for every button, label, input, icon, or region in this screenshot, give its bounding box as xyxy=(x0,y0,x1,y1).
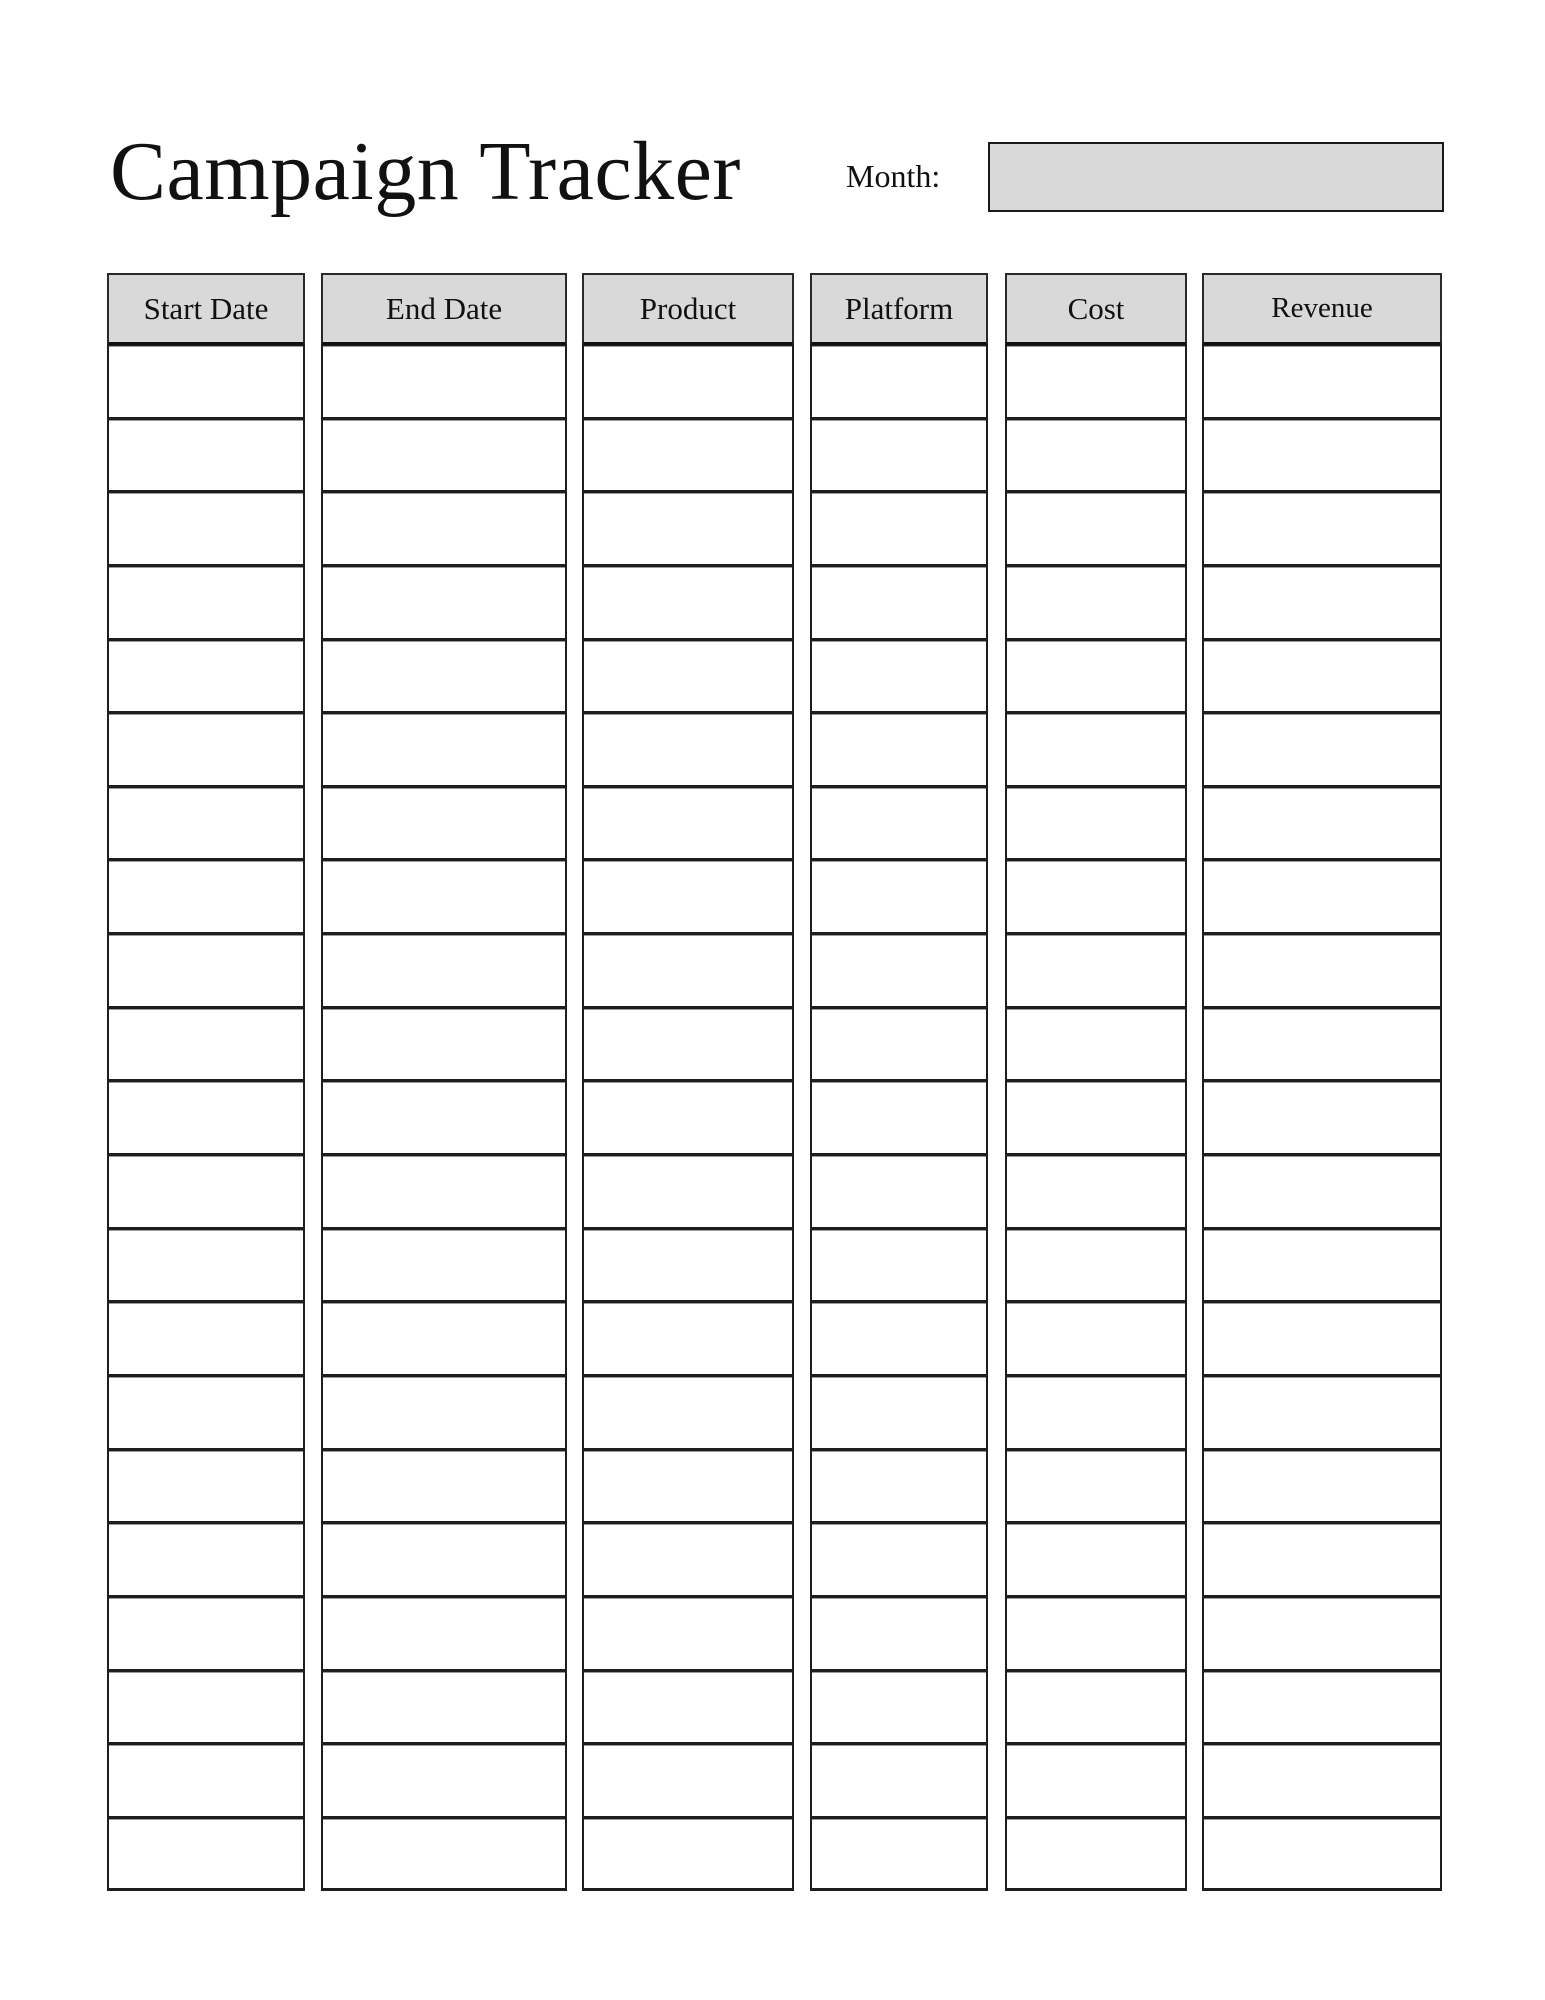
column-header-end-date: End Date xyxy=(321,273,567,345)
table-cell[interactable] xyxy=(321,492,567,566)
table-cell[interactable] xyxy=(1005,860,1187,934)
cost-input[interactable] xyxy=(1007,788,1185,859)
platform-input[interactable] xyxy=(812,420,986,491)
table-cell[interactable] xyxy=(582,492,794,566)
table-cell[interactable] xyxy=(582,419,794,493)
cost-input[interactable] xyxy=(1007,1303,1185,1374)
start-date-input[interactable] xyxy=(109,788,303,859)
column-end-date xyxy=(321,273,567,1891)
table-cell[interactable] xyxy=(582,1671,794,1745)
revenue-input[interactable] xyxy=(1204,935,1440,1006)
platform-input[interactable] xyxy=(812,567,986,638)
table-cell[interactable] xyxy=(321,1229,567,1303)
platform-input[interactable] xyxy=(812,1230,986,1301)
revenue-input[interactable] xyxy=(1204,1598,1440,1669)
table-cell[interactable] xyxy=(1202,1008,1442,1082)
table-cell[interactable] xyxy=(321,1523,567,1597)
start-date-input[interactable] xyxy=(109,861,303,932)
table-cell[interactable] xyxy=(810,934,988,1008)
product-input[interactable] xyxy=(584,346,792,417)
platform-input[interactable] xyxy=(812,1598,986,1669)
table-cell[interactable] xyxy=(810,1450,988,1524)
cost-input[interactable] xyxy=(1007,1377,1185,1448)
platform-input[interactable] xyxy=(812,935,986,1006)
table-cell[interactable] xyxy=(107,1376,305,1450)
table-cell[interactable] xyxy=(810,1818,988,1892)
product-input[interactable] xyxy=(584,1156,792,1227)
end-date-input[interactable] xyxy=(323,641,565,712)
table-cell[interactable] xyxy=(1005,1523,1187,1597)
revenue-input[interactable] xyxy=(1204,1819,1440,1889)
table-cell[interactable] xyxy=(810,1744,988,1818)
table-cell[interactable] xyxy=(582,934,794,1008)
table-cell[interactable] xyxy=(810,492,988,566)
table-cell[interactable] xyxy=(1005,640,1187,714)
table-cell[interactable] xyxy=(1005,1818,1187,1892)
start-date-input[interactable] xyxy=(109,1082,303,1153)
table-cell[interactable] xyxy=(107,1671,305,1745)
table-cell[interactable] xyxy=(1202,1597,1442,1671)
column-cells xyxy=(1202,345,1442,1891)
table-cell[interactable] xyxy=(107,1597,305,1671)
table-cell[interactable] xyxy=(1202,860,1442,934)
cost-input[interactable] xyxy=(1007,567,1185,638)
table-cell[interactable] xyxy=(1005,1229,1187,1303)
table-cell[interactable] xyxy=(810,1376,988,1450)
start-date-input[interactable] xyxy=(109,1745,303,1816)
start-date-input[interactable] xyxy=(109,935,303,1006)
table-cell[interactable] xyxy=(1202,1376,1442,1450)
revenue-input[interactable] xyxy=(1204,861,1440,932)
table-cell[interactable] xyxy=(321,934,567,1008)
start-date-input[interactable] xyxy=(109,1377,303,1448)
platform-input[interactable] xyxy=(812,641,986,712)
end-date-input[interactable] xyxy=(323,861,565,932)
platform-input[interactable] xyxy=(812,1377,986,1448)
table-cell[interactable] xyxy=(321,1744,567,1818)
table-cell[interactable] xyxy=(1202,640,1442,714)
product-input[interactable] xyxy=(584,567,792,638)
revenue-input[interactable] xyxy=(1204,420,1440,491)
table-cell[interactable] xyxy=(1202,419,1442,493)
cost-input[interactable] xyxy=(1007,1672,1185,1743)
cost-input[interactable] xyxy=(1007,346,1185,417)
product-input[interactable] xyxy=(584,1524,792,1595)
table-cell[interactable] xyxy=(1202,934,1442,1008)
revenue-input[interactable] xyxy=(1204,1377,1440,1448)
table-cell[interactable] xyxy=(1005,419,1187,493)
cost-input[interactable] xyxy=(1007,1451,1185,1522)
table-cell[interactable] xyxy=(321,345,567,419)
table-cell[interactable] xyxy=(1005,1302,1187,1376)
revenue-input[interactable] xyxy=(1204,567,1440,638)
table-cell[interactable] xyxy=(810,1302,988,1376)
column-cells xyxy=(321,345,567,1891)
table-cell[interactable] xyxy=(321,787,567,861)
table-cell[interactable] xyxy=(1202,1155,1442,1229)
table-cell[interactable] xyxy=(107,713,305,787)
cost-input[interactable] xyxy=(1007,1082,1185,1153)
cost-input[interactable] xyxy=(1007,1819,1185,1889)
table-cell[interactable] xyxy=(810,1155,988,1229)
table-cell[interactable] xyxy=(582,1523,794,1597)
revenue-input[interactable] xyxy=(1204,1156,1440,1227)
table-cell[interactable] xyxy=(810,1597,988,1671)
table-cell[interactable] xyxy=(810,640,988,714)
start-date-input[interactable] xyxy=(109,1451,303,1522)
table-cell[interactable] xyxy=(1005,566,1187,640)
table-cell[interactable] xyxy=(107,1744,305,1818)
product-input[interactable] xyxy=(584,1598,792,1669)
revenue-input[interactable] xyxy=(1204,1009,1440,1080)
table-cell[interactable] xyxy=(321,1155,567,1229)
platform-input[interactable] xyxy=(812,1524,986,1595)
product-input[interactable] xyxy=(584,1819,792,1889)
table-cell[interactable] xyxy=(582,1008,794,1082)
end-date-input[interactable] xyxy=(323,714,565,785)
table-cell[interactable] xyxy=(1005,787,1187,861)
table-cell[interactable] xyxy=(321,1376,567,1450)
end-date-input[interactable] xyxy=(323,1009,565,1080)
month-field[interactable] xyxy=(988,142,1444,212)
revenue-input[interactable] xyxy=(1204,1524,1440,1595)
cost-input[interactable] xyxy=(1007,420,1185,491)
platform-input[interactable] xyxy=(812,1819,986,1889)
platform-input[interactable] xyxy=(812,346,986,417)
end-date-input[interactable] xyxy=(323,1230,565,1301)
column-revenue xyxy=(1202,273,1442,1891)
cost-input[interactable] xyxy=(1007,493,1185,564)
column-product xyxy=(582,273,794,1891)
end-date-input[interactable] xyxy=(323,788,565,859)
table-cell[interactable] xyxy=(810,1229,988,1303)
table-cell[interactable] xyxy=(1202,345,1442,419)
table-cell[interactable] xyxy=(107,860,305,934)
table-cell[interactable] xyxy=(1202,1523,1442,1597)
table-cell[interactable] xyxy=(1005,1008,1187,1082)
product-input[interactable] xyxy=(584,861,792,932)
product-input[interactable] xyxy=(584,493,792,564)
start-date-input[interactable] xyxy=(109,1303,303,1374)
cost-input[interactable] xyxy=(1007,935,1185,1006)
table-cell[interactable] xyxy=(1202,1671,1442,1745)
table-cell[interactable] xyxy=(582,1081,794,1155)
product-input[interactable] xyxy=(584,788,792,859)
end-date-input[interactable] xyxy=(323,1524,565,1595)
table-cell[interactable] xyxy=(810,419,988,493)
product-input[interactable] xyxy=(584,1451,792,1522)
table-cell[interactable] xyxy=(107,419,305,493)
table-cell[interactable] xyxy=(1005,934,1187,1008)
platform-input[interactable] xyxy=(812,714,986,785)
end-date-input[interactable] xyxy=(323,1082,565,1153)
table-cell[interactable] xyxy=(810,1008,988,1082)
product-input[interactable] xyxy=(584,935,792,1006)
revenue-input[interactable] xyxy=(1204,1672,1440,1743)
table-cell[interactable] xyxy=(1202,1744,1442,1818)
start-date-input[interactable] xyxy=(109,1524,303,1595)
table-cell[interactable] xyxy=(582,713,794,787)
table-cell[interactable] xyxy=(107,1523,305,1597)
table-cell[interactable] xyxy=(321,419,567,493)
platform-input[interactable] xyxy=(812,1745,986,1816)
end-date-input[interactable] xyxy=(323,1451,565,1522)
table-cell[interactable] xyxy=(107,345,305,419)
table-cell[interactable] xyxy=(1202,1450,1442,1524)
column-header-cost: Cost xyxy=(1005,273,1187,345)
platform-input[interactable] xyxy=(812,493,986,564)
revenue-input[interactable] xyxy=(1204,346,1440,417)
revenue-input[interactable] xyxy=(1204,1303,1440,1374)
platform-input[interactable] xyxy=(812,788,986,859)
product-input[interactable] xyxy=(584,1009,792,1080)
table-cell[interactable] xyxy=(582,1155,794,1229)
table-cell[interactable] xyxy=(321,1818,567,1892)
table-cell[interactable] xyxy=(107,1155,305,1229)
page-title: Campaign Tracker xyxy=(110,125,741,218)
table-cell[interactable] xyxy=(321,566,567,640)
start-date-input[interactable] xyxy=(109,1598,303,1669)
table-cell[interactable] xyxy=(1202,566,1442,640)
table-cell[interactable] xyxy=(321,713,567,787)
end-date-input[interactable] xyxy=(323,1819,565,1889)
table-cell[interactable] xyxy=(582,787,794,861)
start-date-input[interactable] xyxy=(109,641,303,712)
table-cell[interactable] xyxy=(810,713,988,787)
column-start-date xyxy=(107,273,305,1891)
table-cell[interactable] xyxy=(1005,713,1187,787)
end-date-input[interactable] xyxy=(323,420,565,491)
month-label: Month: xyxy=(846,158,941,194)
table-cell[interactable] xyxy=(107,492,305,566)
end-date-input[interactable] xyxy=(323,935,565,1006)
table-cell[interactable] xyxy=(321,1597,567,1671)
product-input[interactable] xyxy=(584,714,792,785)
table-cell[interactable] xyxy=(107,1229,305,1303)
end-date-input[interactable] xyxy=(323,1745,565,1816)
platform-input[interactable] xyxy=(812,1672,986,1743)
cost-input[interactable] xyxy=(1007,861,1185,932)
platform-input[interactable] xyxy=(812,861,986,932)
revenue-input[interactable] xyxy=(1204,641,1440,712)
table-cell[interactable] xyxy=(1202,1081,1442,1155)
platform-input[interactable] xyxy=(812,1082,986,1153)
product-input[interactable] xyxy=(584,1230,792,1301)
table-cell[interactable] xyxy=(1005,492,1187,566)
table-cell[interactable] xyxy=(1005,1376,1187,1450)
product-input[interactable] xyxy=(584,1303,792,1374)
table-cell[interactable] xyxy=(1005,1671,1187,1745)
cost-input[interactable] xyxy=(1007,1230,1185,1301)
table-cell[interactable] xyxy=(810,345,988,419)
table-cell[interactable] xyxy=(582,860,794,934)
start-date-input[interactable] xyxy=(109,1156,303,1227)
table-cell[interactable] xyxy=(107,1450,305,1524)
column-header-platform: Platform xyxy=(810,273,988,345)
end-date-input[interactable] xyxy=(323,1598,565,1669)
revenue-input[interactable] xyxy=(1204,1082,1440,1153)
table-cell[interactable] xyxy=(107,1302,305,1376)
revenue-input[interactable] xyxy=(1204,788,1440,859)
product-input[interactable] xyxy=(584,1082,792,1153)
table-cell[interactable] xyxy=(582,1376,794,1450)
table-cell[interactable] xyxy=(1005,1081,1187,1155)
revenue-input[interactable] xyxy=(1204,714,1440,785)
table-cell[interactable] xyxy=(1202,492,1442,566)
table-cell[interactable] xyxy=(1202,1818,1442,1892)
revenue-input[interactable] xyxy=(1204,493,1440,564)
table-cell[interactable] xyxy=(1005,1450,1187,1524)
table-cell[interactable] xyxy=(582,1450,794,1524)
cost-input[interactable] xyxy=(1007,1598,1185,1669)
platform-input[interactable] xyxy=(812,1303,986,1374)
table-cell[interactable] xyxy=(107,566,305,640)
column-platform xyxy=(810,273,988,1891)
product-input[interactable] xyxy=(584,420,792,491)
product-input[interactable] xyxy=(584,1672,792,1743)
column-cost xyxy=(1005,273,1187,1891)
column-cells xyxy=(810,345,988,1891)
product-input[interactable] xyxy=(584,1377,792,1448)
table-cell[interactable] xyxy=(321,1008,567,1082)
end-date-input[interactable] xyxy=(323,346,565,417)
table-cell[interactable] xyxy=(321,1081,567,1155)
product-input[interactable] xyxy=(584,641,792,712)
cost-input[interactable] xyxy=(1007,714,1185,785)
table-cell[interactable] xyxy=(582,640,794,714)
table-cell[interactable] xyxy=(1202,1302,1442,1376)
revenue-input[interactable] xyxy=(1204,1451,1440,1522)
table-cell[interactable] xyxy=(107,934,305,1008)
table-cell[interactable] xyxy=(810,1671,988,1745)
end-date-input[interactable] xyxy=(323,1377,565,1448)
start-date-input[interactable] xyxy=(109,1009,303,1080)
table-cell[interactable] xyxy=(107,640,305,714)
start-date-input[interactable] xyxy=(109,1672,303,1743)
table-cell[interactable] xyxy=(321,1302,567,1376)
start-date-input[interactable] xyxy=(109,714,303,785)
table-cell[interactable] xyxy=(107,1008,305,1082)
table-cell[interactable] xyxy=(1005,1155,1187,1229)
table-cell[interactable] xyxy=(321,860,567,934)
table-cell[interactable] xyxy=(1202,713,1442,787)
start-date-input[interactable] xyxy=(109,567,303,638)
table-cell[interactable] xyxy=(107,787,305,861)
table-cell[interactable] xyxy=(321,640,567,714)
table-cell[interactable] xyxy=(321,1671,567,1745)
end-date-input[interactable] xyxy=(323,493,565,564)
product-input[interactable] xyxy=(584,1745,792,1816)
start-date-input[interactable] xyxy=(109,420,303,491)
cost-input[interactable] xyxy=(1007,1009,1185,1080)
table-cell[interactable] xyxy=(582,1818,794,1892)
end-date-input[interactable] xyxy=(323,1672,565,1743)
cost-input[interactable] xyxy=(1007,1156,1185,1227)
platform-input[interactable] xyxy=(812,1156,986,1227)
cost-input[interactable] xyxy=(1007,641,1185,712)
end-date-input[interactable] xyxy=(323,567,565,638)
revenue-input[interactable] xyxy=(1204,1745,1440,1816)
start-date-input[interactable] xyxy=(109,346,303,417)
table-cell[interactable] xyxy=(582,1597,794,1671)
table-cell[interactable] xyxy=(1005,1744,1187,1818)
table-cell[interactable] xyxy=(1005,345,1187,419)
table-cell[interactable] xyxy=(810,787,988,861)
table-cell[interactable] xyxy=(582,1302,794,1376)
table-cell[interactable] xyxy=(1005,1597,1187,1671)
table-cell[interactable] xyxy=(810,860,988,934)
start-date-input[interactable] xyxy=(109,1230,303,1301)
column-header-start-date: Start Date xyxy=(107,273,305,345)
table-cell[interactable] xyxy=(1202,1229,1442,1303)
column-header-revenue: Revenue xyxy=(1202,273,1442,345)
table-cell[interactable] xyxy=(107,1081,305,1155)
table-cell[interactable] xyxy=(1202,787,1442,861)
table-cell[interactable] xyxy=(810,1081,988,1155)
start-date-input[interactable] xyxy=(109,1819,303,1889)
table-cell[interactable] xyxy=(582,345,794,419)
table-cell[interactable] xyxy=(107,1818,305,1892)
table-cell[interactable] xyxy=(810,1523,988,1597)
platform-input[interactable] xyxy=(812,1009,986,1080)
column-cells xyxy=(1005,345,1187,1891)
table-cell[interactable] xyxy=(582,566,794,640)
column-cells xyxy=(582,345,794,1891)
start-date-input[interactable] xyxy=(109,493,303,564)
cost-input[interactable] xyxy=(1007,1524,1185,1595)
end-date-input[interactable] xyxy=(323,1156,565,1227)
table-cell[interactable] xyxy=(582,1229,794,1303)
platform-input[interactable] xyxy=(812,1451,986,1522)
column-header-product: Product xyxy=(582,273,794,345)
end-date-input[interactable] xyxy=(323,1303,565,1374)
cost-input[interactable] xyxy=(1007,1745,1185,1816)
column-cells xyxy=(107,345,305,1891)
table-cell[interactable] xyxy=(810,566,988,640)
table-cell[interactable] xyxy=(321,1450,567,1524)
revenue-input[interactable] xyxy=(1204,1230,1440,1301)
table-cell[interactable] xyxy=(582,1744,794,1818)
